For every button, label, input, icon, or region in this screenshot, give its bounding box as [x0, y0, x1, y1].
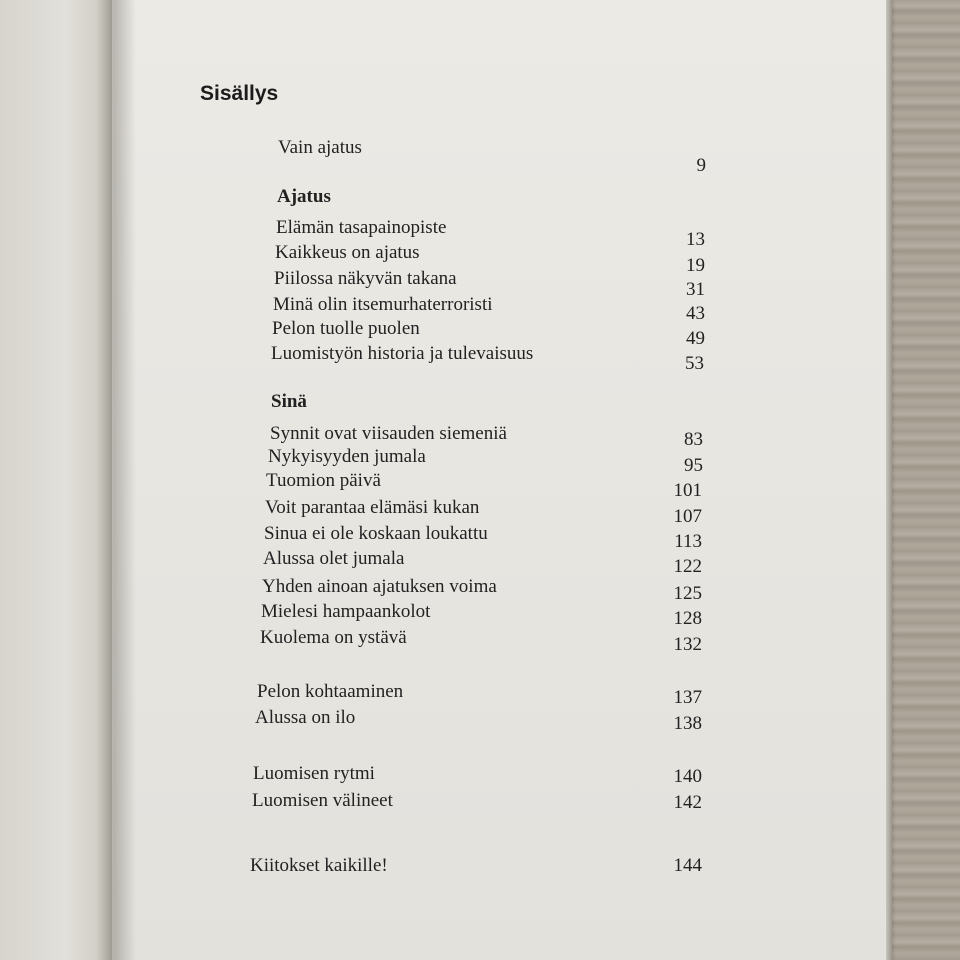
- toc-entry-page: 9: [696, 155, 706, 176]
- toc-entry-page: 95: [684, 455, 703, 476]
- toc-entry-title: Tuomion päivä: [266, 470, 381, 491]
- toc-entry-title: Kuolema on ystävä: [260, 627, 407, 648]
- spine-shadow: [96, 0, 136, 960]
- toc-entry-page: 125: [673, 583, 702, 604]
- toc-entry-title: Piilossa näkyvän takana: [274, 268, 457, 289]
- toc-entry-page: 101: [673, 480, 702, 501]
- page-title: Sisällys: [200, 82, 279, 105]
- toc-entry-title: Voit parantaa elämäsi kukan: [265, 497, 480, 518]
- toc-entry-page: 138: [673, 713, 702, 734]
- toc-entry-page: 132: [673, 634, 702, 655]
- toc-entry-page: 107: [673, 506, 702, 527]
- toc-entry-title: Luomisen rytmi: [253, 763, 375, 784]
- toc-entry-title: Kiitokset kaikille!: [250, 855, 388, 876]
- toc-entry-page: 122: [673, 556, 702, 577]
- toc-entry-page: 19: [686, 255, 705, 276]
- toc-entry-title: Yhden ainoan ajatuksen voima: [262, 576, 497, 597]
- page-edge: [886, 0, 892, 960]
- toc-entry-title: Kaikkeus on ajatus: [275, 242, 420, 263]
- toc-entry-page: 49: [686, 328, 705, 349]
- book-page: [112, 0, 890, 960]
- toc-entry-title: Pelon kohtaaminen: [257, 681, 404, 702]
- toc-entry-title: Sinua ei ole koskaan loukattu: [264, 523, 488, 544]
- toc-entry-title: Luomisen välineet: [252, 790, 393, 811]
- toc-entry-title: Minä olin itsemurhaterroristi: [273, 294, 493, 315]
- toc-entry-page: 142: [673, 792, 702, 813]
- toc-entry-title: Synnit ovat viisauden siemeniä: [270, 423, 507, 444]
- toc-entry-title: Luomistyön historia ja tulevaisuus: [271, 343, 534, 364]
- toc-entry-title: Elämän tasapainopiste: [276, 217, 447, 238]
- wooden-table-background: [880, 0, 960, 960]
- toc-entry-page: 13: [686, 229, 705, 250]
- toc-entry-title: Alussa olet jumala: [263, 548, 405, 569]
- toc-entry-page: 128: [673, 608, 702, 629]
- toc-entry-title: Alussa on ilo: [255, 707, 356, 728]
- toc-entry-page: 31: [686, 279, 705, 300]
- toc-entry-page: 137: [673, 687, 702, 708]
- toc-entry-title: Nykyisyyden jumala: [268, 446, 426, 467]
- section-heading: Sinä: [271, 391, 307, 412]
- toc-entry-title: Mielesi hampaankolot: [261, 601, 431, 622]
- toc-entry-page: 140: [673, 766, 702, 787]
- toc-entry-page: 113: [674, 531, 702, 552]
- toc-entry-page: 83: [684, 429, 703, 450]
- toc-entry-page: 43: [686, 303, 705, 324]
- toc-entry-page: 53: [685, 353, 704, 374]
- toc-entry-page: 144: [673, 855, 702, 876]
- section-heading: Ajatus: [277, 186, 331, 207]
- toc-entry-title: Vain ajatus: [278, 137, 362, 158]
- toc-entry-title: Pelon tuolle puolen: [272, 318, 420, 339]
